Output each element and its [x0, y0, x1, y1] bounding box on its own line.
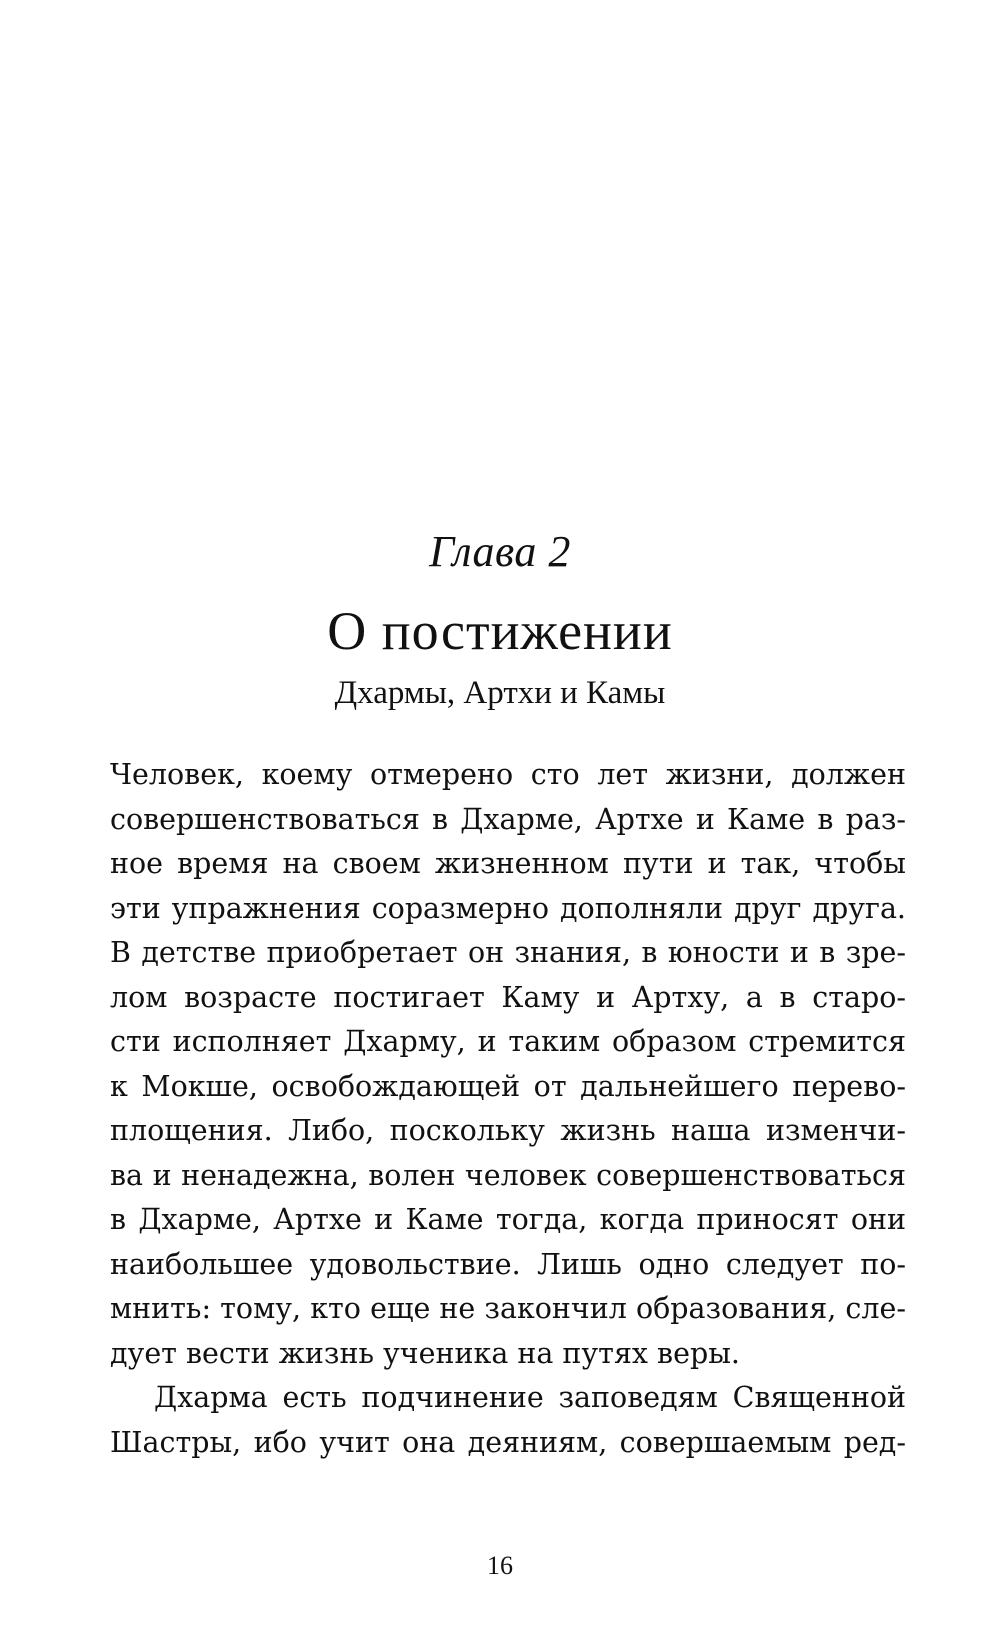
- text-line: совершенствоваться в Дхарме, Артхе и Каме в раз-: [110, 802, 906, 836]
- text-line: лом возрасте постигает Каму и Артху, а в старо-: [110, 980, 906, 1014]
- chapter-title: О постижении: [327, 601, 673, 661]
- text-line: эти упражнения соразмерно дополняли друг друга.: [110, 891, 906, 925]
- paragraph-2: [110, 1376, 906, 1465]
- text-line: дует вести жизнь ученика на путях веры.: [110, 1336, 740, 1370]
- text-line: ва и ненадежна, волен человек совершенствоваться: [110, 1158, 906, 1192]
- text-line: Человек, коему отмерено сто лет жизни, должен: [110, 758, 906, 791]
- text-line: площения. Либо, поскольку жизнь наша изменчи-: [110, 1114, 906, 1147]
- text-line: в Дхарме, Артхе и Каме тогда, когда приносят они: [110, 1203, 906, 1236]
- body-text: [110, 753, 906, 1465]
- text-line: сти исполняет Дхарму, и таким образом стремится: [110, 1025, 906, 1058]
- text-line: наибольшее удовольствие. Лишь одно следует по-: [110, 1247, 906, 1281]
- paragraph-1: [110, 753, 906, 1376]
- text-line: к Мокше, освобождающей от дальнейшего перево-: [110, 1069, 906, 1103]
- chapter-label: Глава 2: [429, 527, 571, 576]
- page-number: 16: [487, 1551, 513, 1580]
- text-line: мнить: тому, кто еще не закончил образования, сле-: [110, 1292, 906, 1325]
- text-line: Шастры, ибо учит она деяниям, совершаемым ред-: [110, 1425, 906, 1459]
- text-line: В детстве приобретает он знания, в юности и в зре-: [110, 936, 906, 969]
- chapter-subtitle: Дхармы, Артхи и Камы: [334, 675, 666, 711]
- text-line: Дхарма есть подчинение заповедям Священной: [154, 1381, 906, 1414]
- text-line: ное время на своем жизненном пути и так, чтобы: [110, 847, 906, 880]
